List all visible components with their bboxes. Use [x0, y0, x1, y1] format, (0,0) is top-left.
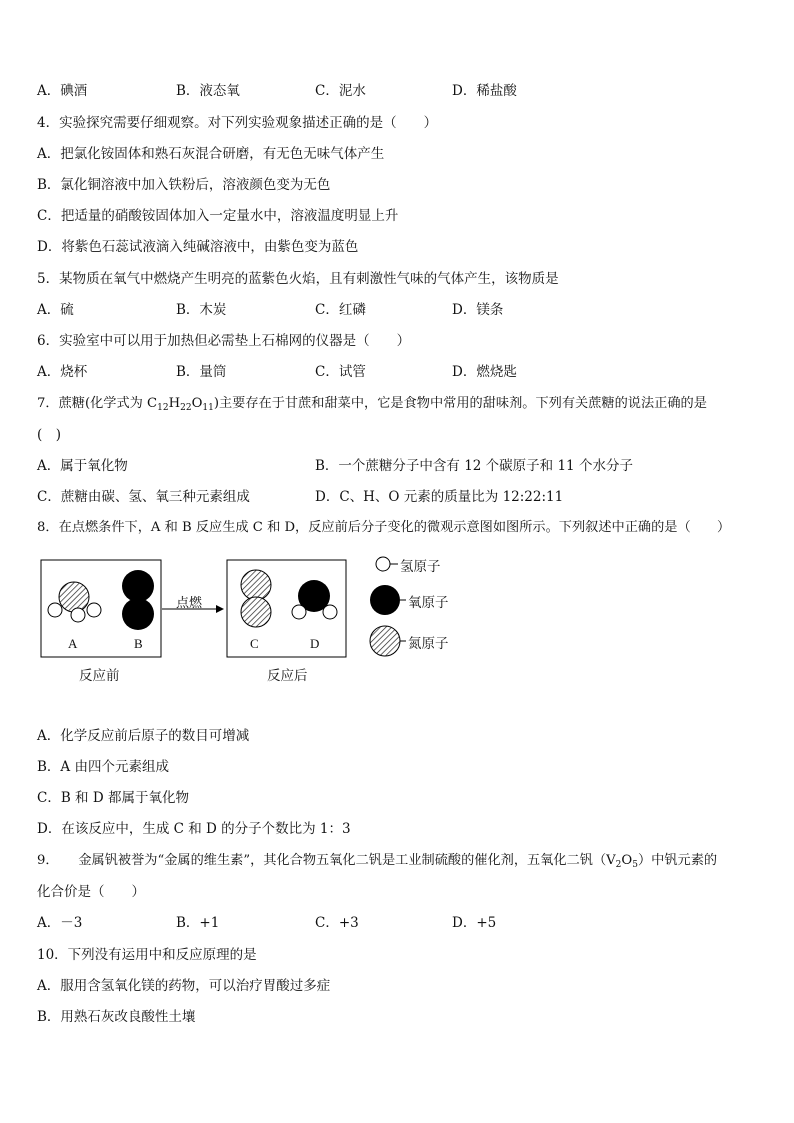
formula-h: H: [168, 396, 181, 411]
q7-stem-part-a: 7．蔗糖(化学式为: [37, 396, 148, 411]
before-label: 反应前: [79, 668, 120, 684]
q10-option-a: A．服用含氢氧化镁的药物，可以治疗胃酸过多症: [37, 978, 331, 994]
q5-option-b: B．木炭: [176, 302, 227, 318]
formula-c-sub: 12: [157, 403, 169, 413]
q8-stem: 8．在点燃条件下，A 和 B 反应生成 C 和 D，反应前后分子变化的微观示意图如图所示。下列叙述中正确的是（ ）: [37, 520, 731, 535]
legend-nitrogen-label: 氮原子: [408, 636, 449, 652]
q9-stem-part-a: 9． 金属钒被誉为“金属的维生素”，其化合物五氧化二钒是工业制硫酸的催化剂，五氧化二钒（V: [37, 853, 616, 868]
q9-option-b: B．+1: [176, 915, 220, 931]
c-nitrogen-atom-2: [241, 597, 271, 627]
legend-oxygen-symbol: [370, 585, 400, 615]
q6-option-d: D．燃烧匙: [452, 364, 517, 380]
label-b: B: [134, 636, 143, 651]
ignite-label: 点燃: [176, 596, 203, 611]
arrow-head-icon: [216, 605, 224, 613]
legend-oxygen-label: 氧原子: [408, 595, 449, 611]
q9-stem: [37, 852, 717, 870]
a-nitrogen-atom: [59, 582, 89, 612]
q4-option-b: B．氯化铜溶液中加入铁粉后，溶液颜色变为无色: [37, 177, 331, 193]
q6-stem: 6．实验室中可以用于加热但必需垫上石棉网的仪器是（ ）: [37, 333, 411, 349]
q7-option-d: D．C、H、O 元素的质量比为 12:22:11: [315, 489, 564, 505]
label-c: C: [250, 636, 259, 651]
q9-o-sub: 5: [632, 860, 638, 870]
legend-nitrogen-symbol: [370, 626, 400, 656]
b-oxygen-atom-2: [122, 598, 154, 630]
q9-stem-part-b: ）中钒元素的: [637, 853, 718, 868]
d-hydrogen-atom-1: [292, 605, 306, 619]
label-a: A: [68, 636, 78, 651]
formula-c: C: [147, 396, 158, 411]
legend-hydrogen-symbol: [376, 557, 390, 571]
label-d: D: [310, 636, 320, 651]
q4-option-a: A．把氯化铵固体和熟石灰混合研磨，有无色无味气体产生: [37, 146, 385, 162]
q6-option-c: C．试管: [315, 364, 366, 380]
a-hydrogen-atom-2: [71, 608, 85, 622]
a-hydrogen-atom-1: [48, 603, 62, 617]
q10-option-b: B．用熟石灰改良酸性土壤: [37, 1009, 196, 1025]
q8-option-c: C．B 和 D 都属于氧化物: [37, 790, 189, 806]
q7-stem-bracket: ( ): [37, 427, 62, 443]
q4-option-d: D．将紫色石蕊试液滴入纯碱溶液中，由紫色变为蓝色: [37, 239, 359, 255]
q7-option-c: C．蔗糖由碳、氢、氧三种元素组成: [37, 489, 250, 505]
q9-option-c: C．+3: [315, 915, 359, 931]
q5-option-a: A．硫: [37, 302, 74, 318]
q5-stem: 5．某物质在氧气中燃烧产生明亮的蓝紫色火焰，且有刺激性气味的气体产生，该物质是: [37, 271, 559, 287]
q8-option-b: B．A 由四个元素组成: [37, 759, 169, 775]
legend-hydrogen-label: 氢原子: [400, 559, 441, 575]
b-oxygen-atom-1: [122, 570, 154, 602]
q9-o: O: [621, 853, 633, 868]
q5-option-d: D．镁条: [452, 302, 504, 318]
q9-stem-line2: 化合价是（ ）: [37, 884, 145, 900]
q7-option-a: A．属于氧化物: [37, 458, 128, 474]
q6-option-a: A．烧杯: [37, 364, 88, 380]
c-nitrogen-atom-1: [241, 570, 271, 600]
q9-option-a: A．－3: [37, 915, 83, 931]
q7-stem-part-b: )主要存在于甘蔗和甜菜中，它是食物中常用的甜味剂。下列有关蔗糖的说法正确的是: [213, 396, 707, 411]
d-hydrogen-atom-2: [323, 605, 337, 619]
q3-option-c: C．泥水: [315, 83, 366, 99]
formula-h-sub: 22: [180, 403, 192, 413]
q4-option-c: C．把适量的硝酸铵固体加入一定量水中，溶液温度明显上升: [37, 208, 399, 224]
q3-option-a: A．碘酒: [37, 83, 88, 99]
a-hydrogen-atom-3: [87, 603, 101, 617]
q3-option-b: B．液态氧: [176, 83, 240, 99]
q5-option-c: C．红磷: [315, 302, 366, 318]
q6-option-b: B．量筒: [176, 364, 227, 380]
formula-o-sub: 11: [202, 403, 214, 413]
q9-option-d: D．+5: [452, 915, 497, 931]
q8-option-a: A．化学反应前后原子的数目可增减: [37, 728, 250, 744]
q8-option-d: D．在该反应中，生成 C 和 D 的分子个数比为 1：3: [37, 821, 351, 837]
q4-stem: 4．实验探究需要仔细观察。对下列实验观象描述正确的是（ ）: [37, 115, 438, 131]
q9-v-sub: 2: [615, 860, 622, 870]
q7-option-b: B．一个蔗糖分子中含有 12 个碳原子和 11 个水分子: [315, 458, 633, 474]
formula-o: O: [191, 396, 203, 411]
after-label: 反应后: [267, 668, 308, 684]
q3-option-d: D．稀盐酸: [452, 83, 517, 99]
q10-stem: 10．下列没有运用中和反应原理的是: [37, 947, 257, 963]
